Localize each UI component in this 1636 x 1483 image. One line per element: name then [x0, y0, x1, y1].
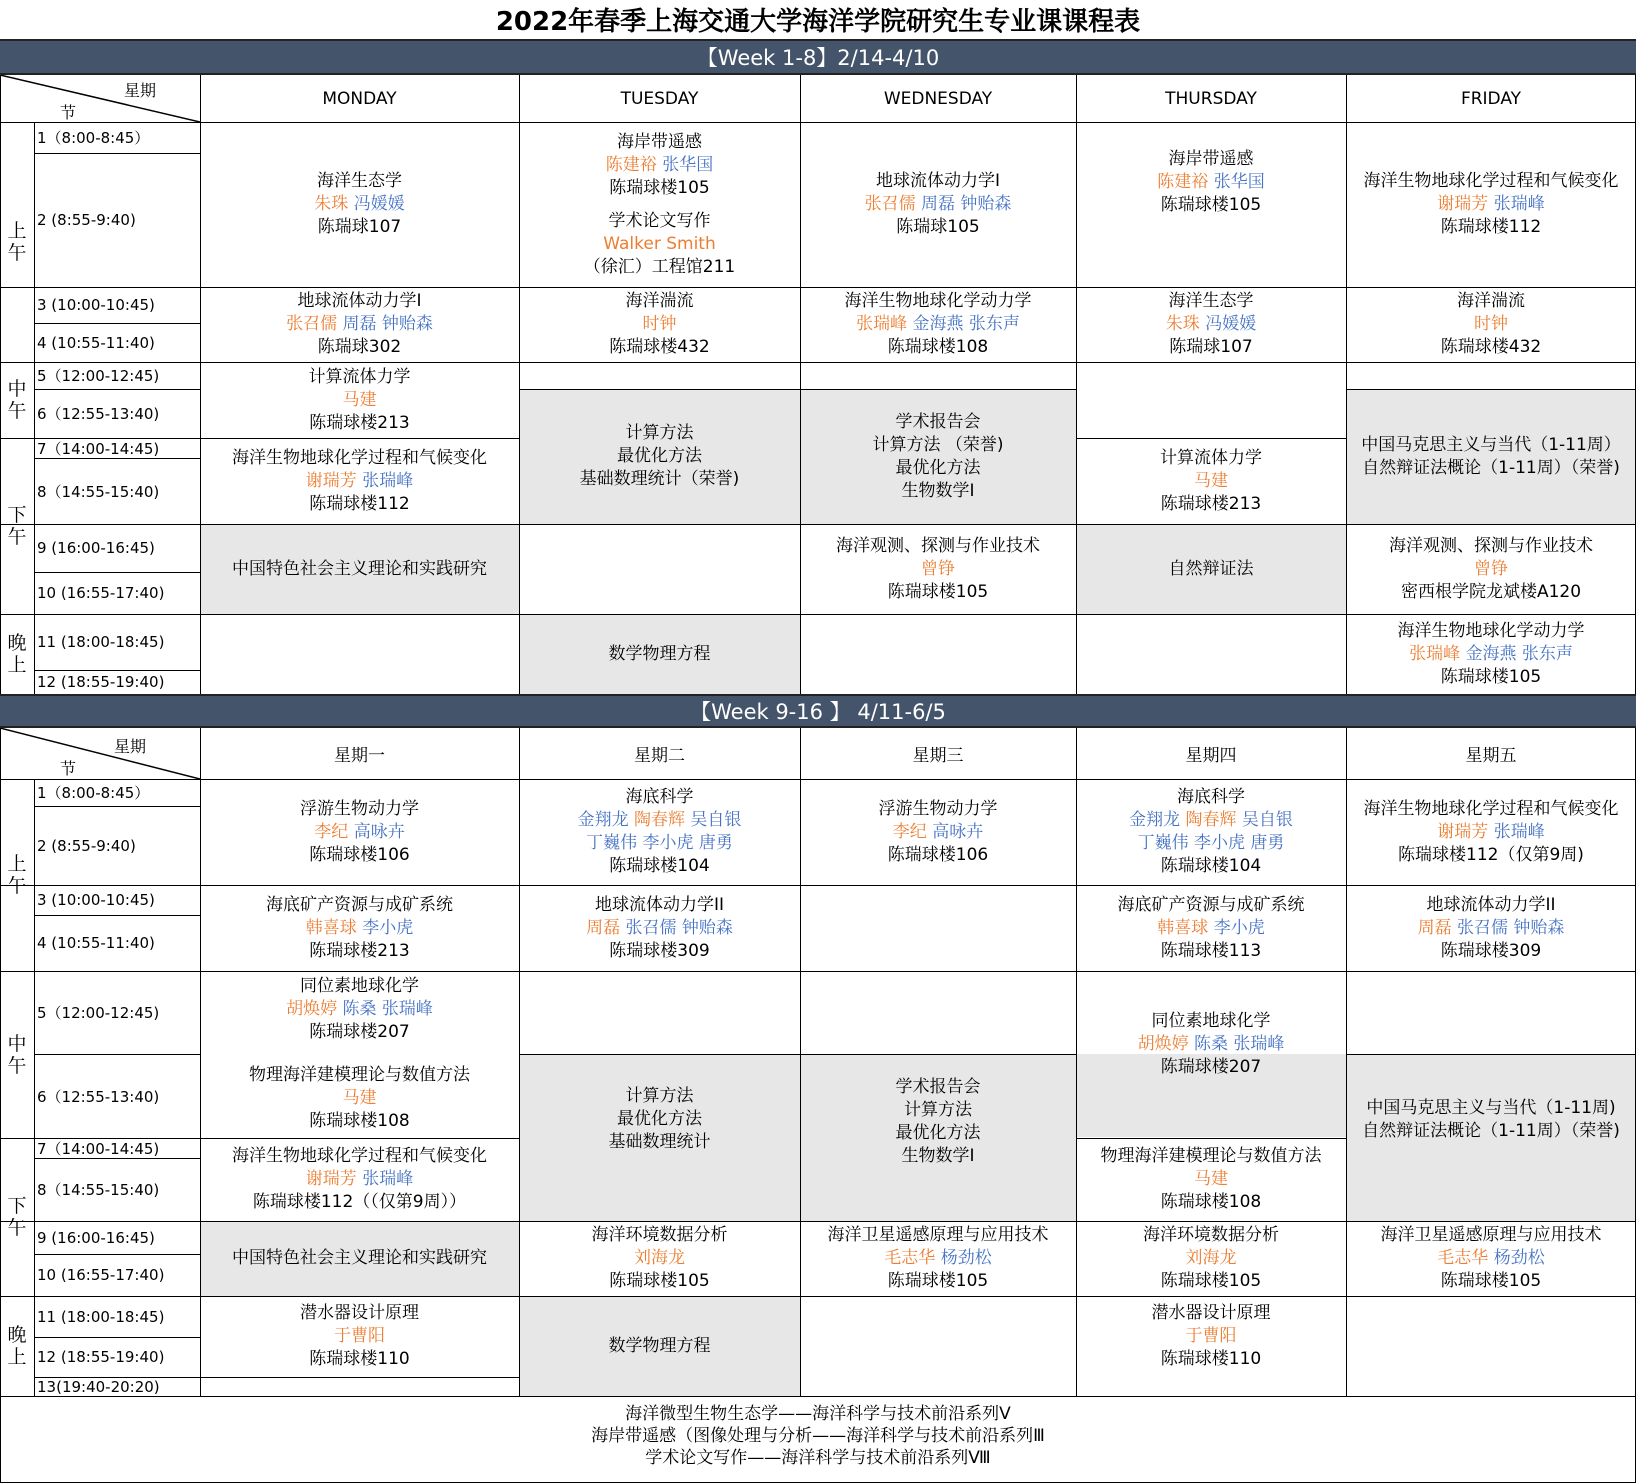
room: 陈瑞球楼106 [887, 844, 989, 865]
course-name: 基础数理统计 [608, 1132, 711, 1152]
room: 密西根学院龙斌楼A120 [1400, 581, 1582, 602]
period-label: 7（14:00-14:45) [37, 1139, 160, 1158]
teacher: 李小虎 [642, 833, 694, 853]
teacher: 于曹阳 [334, 1326, 385, 1346]
course-cell [519, 1054, 800, 1221]
period-label: 8（14:55-15:40) [37, 1181, 160, 1199]
teacher: 张瑞峰 [1493, 821, 1545, 842]
period-label: 11 (18:00-18:45) [37, 1307, 165, 1326]
day-header: 星期一 [334, 746, 385, 766]
teacher: 刘海龙 [1185, 1248, 1237, 1268]
week2-header: 【Week 9-16 】 4/11-6/5 [0, 694, 1636, 728]
corner-diagonal [0, 728, 200, 779]
period-label: 6（12:55-13:40) [37, 1087, 160, 1106]
day-header: MONDAY [322, 88, 397, 109]
period-label: 4 (10:55-11:40) [37, 333, 155, 352]
course-name: 海洋生物地球化学过程和气候变化 [232, 1146, 487, 1166]
teacher: 马建 [342, 389, 377, 410]
segment-morning: 上午 [7, 853, 27, 897]
course-cell [519, 614, 800, 694]
course-name: 数学物理方程 [608, 643, 711, 664]
course-name: 中国特色社会主义理论和实践研究 [232, 1248, 487, 1268]
corner-period-label: 节 [60, 103, 77, 122]
teacher: 张召儒 [864, 194, 916, 214]
teacher: 谢瑞芳 [1437, 821, 1489, 842]
segment-afternoon: 下午 [7, 1195, 27, 1239]
course-cell [519, 1221, 800, 1296]
course-name: 海洋生物地球化学动力学 [1397, 620, 1585, 641]
room: 陈瑞球楼105 [1440, 666, 1542, 687]
footer-notes [0, 1403, 1636, 1469]
teacher: 毛志华 [1437, 1248, 1489, 1268]
footer-note: 海洋微型生物生态学——海洋科学与技术前沿系列Ⅴ [625, 1404, 1011, 1424]
segment-morning: 上午 [7, 220, 27, 264]
teacher: 高咏卉 [353, 821, 405, 842]
course-name: 计算方法 [904, 1099, 972, 1120]
course-cell [200, 362, 519, 438]
teacher: 时钟 [1474, 314, 1508, 334]
teacher: 杨劲松 [940, 1248, 992, 1268]
teacher: 毛志华 [884, 1248, 936, 1268]
course-name: 最优化方法 [617, 1109, 702, 1129]
course-name: 学术报告会 [895, 411, 981, 432]
teacher: 马建 [1194, 1169, 1228, 1189]
teacher: 时钟 [642, 314, 677, 334]
course-cell [519, 885, 800, 971]
teacher: 张瑞峰 [1409, 643, 1461, 664]
teacher: 高咏卉 [932, 821, 984, 842]
course-cell [200, 1138, 519, 1221]
teacher: 张东声 [1521, 643, 1573, 664]
teacher: 钟贻森 [381, 314, 433, 334]
teacher: 陈桑 [342, 999, 377, 1019]
period-label: 1（8:00-8:45） [37, 784, 150, 802]
course-cell [1346, 779, 1636, 885]
teacher: 唐勇 [1250, 833, 1285, 853]
room: 陈瑞球楼106 [309, 844, 410, 865]
segment-evening: 晚上 [7, 1324, 27, 1368]
teacher: 周磊 [586, 917, 621, 938]
course-cell [1346, 885, 1636, 971]
day-header: TUESDAY [620, 88, 699, 109]
course-cell [200, 122, 519, 287]
room: 陈瑞球楼105 [887, 581, 989, 602]
room: 陈瑞球楼108 [1160, 1192, 1262, 1212]
period-label: 10 (16:55-17:40) [37, 584, 165, 602]
course-name: 海洋生态学 [317, 171, 402, 191]
teacher: Walker Smith [603, 233, 716, 254]
room: 陈瑞球楼112 [309, 493, 410, 514]
course-cell [519, 122, 800, 287]
teacher: 刘海龙 [634, 1248, 685, 1268]
period-label: 6（12:55-13:40) [37, 405, 160, 423]
teacher: 冯媛媛 [1205, 314, 1257, 334]
room: 陈瑞球楼108 [887, 337, 989, 357]
course-cell [800, 524, 1076, 614]
course-name: 地球流体动力学II [594, 894, 725, 915]
week1-header: 【Week 1-8】2/14-4/10 [0, 39, 1636, 75]
segment-noon: 中午 [7, 1032, 27, 1077]
room: 陈瑞球楼105 [1440, 1271, 1542, 1291]
teacher: 张东声 [968, 314, 1020, 334]
teacher: 唐勇 [698, 833, 733, 853]
course-name: 海底科学 [1177, 787, 1245, 807]
teacher: 张瑞峰 [381, 999, 433, 1019]
room: 陈瑞球楼104 [609, 856, 710, 876]
day-header: FRIDAY [1460, 88, 1522, 109]
teacher: 韩喜球 [1157, 917, 1209, 938]
corner-day-label: 星期 [124, 81, 157, 100]
course-name: 海洋湍流 [625, 291, 694, 311]
course-name: 计算方法 [625, 423, 694, 443]
period-label: 1（8:00-8:45） [37, 129, 150, 147]
teacher: 陈建裕 [1157, 171, 1209, 192]
teacher: 周磊 [342, 314, 377, 334]
teacher: 陶春辉 [1185, 810, 1237, 830]
room: 陈瑞球楼112（仅第9周) [1398, 844, 1584, 865]
course-cell [1076, 885, 1346, 971]
period-label: 11 (18:00-18:45) [37, 633, 165, 651]
day-header: THURSDAY [1165, 88, 1257, 109]
room: 陈瑞球楼110 [1160, 1349, 1262, 1369]
course-cell [800, 389, 1076, 524]
course-cell [800, 1054, 1076, 1221]
course-name: 海洋环境数据分析 [591, 1225, 728, 1245]
teacher: 李小虎 [1194, 833, 1245, 853]
course-name: 地球流体动力学I [297, 291, 422, 311]
course-cell [200, 779, 519, 885]
segment-evening: 晚上 [7, 632, 27, 676]
course-cell [519, 287, 800, 362]
course-name: 海洋观测、探测与作业技术 [1389, 535, 1593, 556]
teacher: 杨劲松 [1493, 1248, 1545, 1268]
course-name: 自然辩证法概论（1-11周）（荣誉) [1362, 1120, 1620, 1141]
course-name: 同位素地球化学 [300, 976, 419, 996]
course-name: 海洋生物地球化学过程和气候变化 [1363, 171, 1619, 191]
teacher: 马建 [342, 1088, 377, 1108]
page-title: 2022年春季上海交通大学海洋学院研究生专业课课程表 [495, 7, 1141, 37]
course-cell [200, 885, 519, 971]
corner-period-label: 节 [60, 759, 77, 778]
course-cell [1076, 779, 1346, 885]
footer-note: 学术论文写作——海洋科学与技术前沿系列Ⅷ [645, 1448, 991, 1468]
course-name: 海洋环境数据分析 [1143, 1225, 1279, 1245]
period-label: 10 (16:55-17:40) [37, 1266, 165, 1284]
teacher: 钟贻森 [681, 917, 733, 938]
day-header: 星期四 [1185, 746, 1237, 766]
teacher: 金海燕 [1465, 643, 1517, 664]
room: 陈瑞球楼213 [309, 940, 410, 961]
teacher: 胡焕婷 [1137, 1034, 1189, 1054]
room: 陈瑞球楼105 [609, 177, 710, 198]
course-name: 海底科学 [625, 787, 694, 807]
course-cell [1346, 287, 1636, 362]
teacher: 丁巍伟 [1137, 833, 1189, 853]
corner-diagonal [0, 75, 200, 122]
course-cell [800, 779, 1076, 885]
course-cell [200, 524, 519, 614]
teacher: 李小虎 [1213, 917, 1265, 938]
course-cell [1346, 1221, 1636, 1296]
course-name: 潜水器设计原理 [1151, 1303, 1271, 1323]
course-name: 海洋生物地球化学过程和气候变化 [1363, 798, 1619, 819]
course-name: 物理海洋建模理论与数值方法 [1100, 1146, 1322, 1166]
room: 陈瑞球楼213 [309, 412, 410, 433]
course-name: 最优化方法 [895, 457, 981, 478]
course-name: 最优化方法 [895, 1122, 981, 1143]
course-name: 数学物理方程 [608, 1335, 711, 1356]
room: 陈瑞球楼112 [1440, 217, 1542, 237]
room: 陈瑞球302 [317, 337, 402, 357]
course-cell [1076, 287, 1346, 362]
teacher: 陈桑 [1194, 1034, 1228, 1054]
course-name: 海洋卫星遥感原理与应用技术 [1380, 1225, 1602, 1245]
course-name: 海洋观测、探测与作业技术 [836, 535, 1040, 556]
room: 陈瑞球楼207 [309, 1022, 410, 1042]
course-cell [519, 1296, 800, 1396]
course-name: 最优化方法 [617, 446, 702, 466]
teacher: 李小虎 [362, 917, 414, 938]
room: 陈瑞球楼432 [1440, 337, 1542, 357]
course-name: 地球流体动力学I [875, 171, 1000, 191]
course-cell [1076, 438, 1346, 524]
room: 陈瑞球楼104 [1160, 856, 1262, 876]
teacher: 张召儒 [1457, 917, 1508, 938]
course-cell [1076, 1221, 1346, 1296]
teacher: 谢瑞芳 [305, 470, 357, 491]
period-label: 8（14:55-15:40) [37, 482, 160, 501]
course-cell [1352, 1054, 1630, 1221]
corner-day-label: 星期 [114, 737, 147, 756]
course-name: 海洋湍流 [1457, 291, 1525, 311]
course-cell [200, 971, 519, 1138]
course-cell [519, 389, 800, 524]
teacher: 张召儒 [286, 314, 338, 334]
course-name: 计算流体力学 [1160, 447, 1262, 468]
course-cell [800, 287, 1076, 362]
teacher: 曾铮 [1474, 558, 1508, 579]
course-cell [200, 1221, 519, 1296]
course-cell [200, 287, 519, 362]
course-name: 地球流体动力学II [1426, 894, 1556, 915]
teacher: 朱珠 [1165, 314, 1200, 334]
course-name: 生物数学I [901, 1145, 975, 1166]
room: 陈瑞球楼105 [609, 1271, 710, 1291]
course-name: 潜水器设计原理 [300, 1303, 419, 1323]
day-header: 星期三 [912, 746, 964, 766]
teacher: 李纪 [892, 821, 927, 842]
course-name: 海洋卫星遥感原理与应用技术 [827, 1225, 1049, 1245]
course-name: 海洋生物地球化学过程和气候变化 [232, 447, 487, 468]
room: 陈瑞球楼105 [1160, 1271, 1262, 1291]
period-label: 3 (10:00-10:45) [37, 296, 155, 314]
room: 陈瑞球楼105 [887, 1271, 989, 1291]
course-name: 海洋生物地球化学动力学 [844, 291, 1032, 311]
teacher: 周磊 [921, 194, 955, 214]
teacher: 周磊 [1417, 917, 1452, 938]
teacher: 冯媛媛 [353, 194, 405, 214]
room: 陈瑞球楼213 [1160, 493, 1262, 514]
teacher: 胡焕婷 [286, 999, 338, 1019]
teacher: 马建 [1194, 470, 1228, 491]
period-label: 5（12:00-12:45) [37, 1004, 160, 1022]
room: 陈瑞球楼432 [609, 337, 710, 357]
teacher: 张华国 [662, 154, 714, 175]
teacher: 韩喜球 [305, 917, 357, 938]
course-name: 物理海洋建模理论与数值方法 [249, 1065, 470, 1085]
room: 陈瑞球107 [1169, 337, 1253, 357]
day-header: WEDNESDAY [883, 88, 993, 109]
teacher: 于曹阳 [1185, 1326, 1237, 1346]
teacher: 谢瑞芳 [305, 1169, 357, 1189]
teacher: 张瑞峰 [1493, 194, 1545, 214]
teacher: 李纪 [314, 821, 349, 842]
teacher: 金翔龙 [1129, 810, 1181, 830]
teacher: 钟贻森 [960, 194, 1012, 214]
teacher: 张华国 [1213, 171, 1265, 192]
course-name: 生物数学I [901, 480, 975, 501]
room: 陈瑞球楼113 [1160, 940, 1262, 961]
course-name: 浮游生物动力学 [878, 798, 998, 819]
period-label: 9 (16:00-16:45) [37, 539, 155, 557]
course-name: 自然辩证法概论（1-11周）（荣誉) [1362, 457, 1620, 478]
room: 陈瑞球107 [317, 217, 402, 237]
room: 陈瑞球楼108 [309, 1111, 410, 1131]
period-label: 13(19:40-20:20) [37, 1377, 160, 1396]
teacher: 钟贻森 [1513, 917, 1565, 938]
course-name: 海岸带遥感 [617, 131, 702, 152]
teacher: 张瑞峰 [362, 470, 414, 491]
course-name: 浮游生物动力学 [300, 798, 419, 819]
course-name: 基础数理统计（荣誉) [579, 469, 740, 489]
period-label: 12 (18:55-19:40) [37, 1348, 165, 1366]
course-name: 海底矿产资源与成矿系统 [266, 894, 453, 915]
course-cell [1076, 524, 1346, 614]
day-header: 星期二 [634, 746, 685, 766]
course-cell [1076, 122, 1346, 242]
teacher: 张瑞峰 [1233, 1034, 1285, 1054]
teacher: 谢瑞芳 [1437, 194, 1489, 214]
course-cell [800, 1221, 1076, 1296]
period-label: 2 (8:55-9:40) [37, 836, 136, 855]
course-name: 计算流体力学 [308, 366, 411, 387]
day-header: 星期五 [1465, 746, 1517, 766]
period-label: 3 (10:00-10:45) [37, 891, 155, 909]
period-label: 5（12:00-12:45) [37, 367, 160, 385]
course-cell [519, 779, 800, 885]
course-cell [1346, 122, 1636, 287]
room: 陈瑞球楼105 [1160, 194, 1262, 215]
course-cell [1076, 1138, 1346, 1221]
segment-afternoon: 下午 [7, 504, 27, 548]
course-name: 海底矿产资源与成矿系统 [1117, 894, 1305, 915]
room: 陈瑞球105 [896, 217, 980, 237]
teacher: 朱珠 [314, 194, 349, 214]
course-name: 中国特色社会主义理论和实践研究 [232, 558, 487, 579]
period-label: 2 (8:55-9:40) [37, 211, 136, 229]
course-cell [1346, 524, 1636, 614]
course-name: 海岸带遥感 [1168, 148, 1254, 169]
teacher: 吴自银 [1241, 810, 1293, 830]
teacher: 吴自银 [690, 810, 742, 830]
course-cell [200, 438, 519, 524]
course-cell [1346, 614, 1636, 694]
period-label: 9 (16:00-16:45) [37, 1228, 155, 1247]
course-cell [1076, 1296, 1346, 1377]
footer-note: 海岸带遥感（图像处理与分析——海洋科学与技术前沿系列Ⅲ [591, 1426, 1045, 1446]
period-label: 12 (18:55-19:40) [37, 673, 165, 691]
course-name: 中国马克思主义与当代（1-11周） [1361, 434, 1621, 455]
course-name: 中国马克思主义与当代（1-11周) [1366, 1097, 1616, 1118]
course-name: 学术论文写作 [608, 210, 711, 231]
course-name: 自然辩证法 [1168, 558, 1254, 579]
teacher: 金翔龙 [577, 810, 629, 830]
course-cell [200, 1296, 519, 1377]
room: 陈瑞球楼207 [1160, 1057, 1262, 1077]
period-label: 4 (10:55-11:40) [37, 934, 155, 952]
teacher: 张瑞峰 [856, 314, 908, 334]
course-name: 同位素地球化学 [1151, 1011, 1271, 1031]
teacher: 陈建裕 [605, 154, 657, 175]
room: 陈瑞球楼309 [1440, 940, 1542, 961]
teacher: 金海燕 [912, 314, 964, 334]
course-name: 计算方法 （荣誉) [872, 434, 1004, 455]
segment-noon: 中午 [7, 378, 27, 422]
course-name: 学术报告会 [895, 1076, 981, 1097]
course-name: 计算方法 [625, 1086, 694, 1106]
teacher: 张瑞峰 [362, 1169, 414, 1189]
course-cell [1076, 971, 1346, 1138]
teacher: 丁巍伟 [586, 833, 638, 853]
room: 陈瑞球楼110 [309, 1349, 410, 1369]
course-name: 海洋生态学 [1168, 291, 1254, 311]
teacher: 曾铮 [921, 558, 955, 579]
course-cell [1352, 389, 1630, 524]
room: 陈瑞球楼112（（仅第9周）） [252, 1192, 467, 1212]
period-label: 7（14:00-14:45) [37, 439, 160, 458]
teacher: 张召儒 [625, 917, 677, 938]
teacher: 陶春辉 [634, 810, 685, 830]
course-cell [800, 122, 1076, 287]
room: （徐汇）工程馆211 [583, 256, 736, 277]
room: 陈瑞球楼309 [609, 940, 710, 961]
